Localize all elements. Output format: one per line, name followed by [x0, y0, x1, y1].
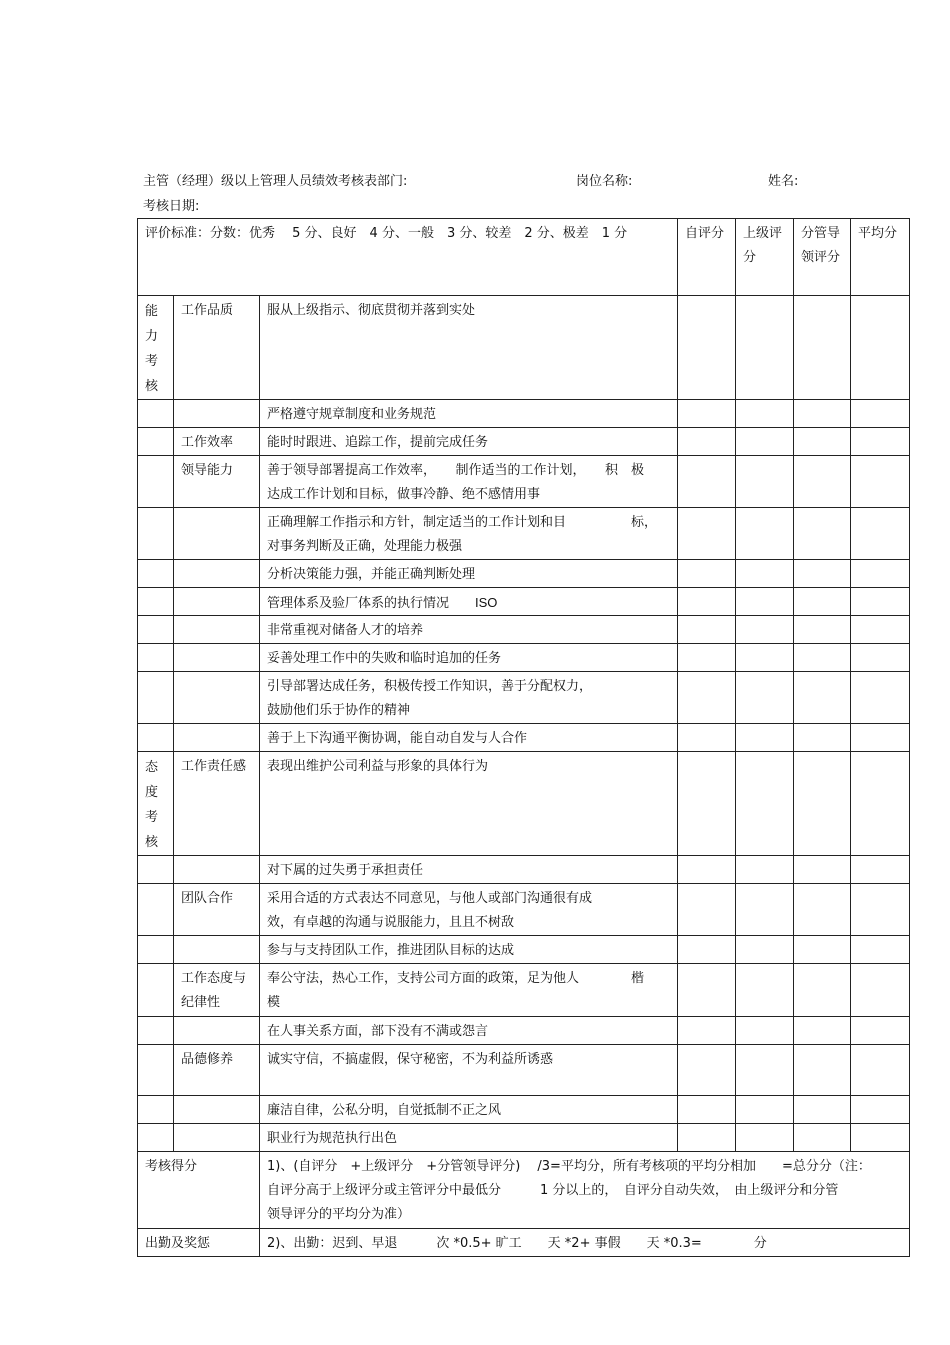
table-row	[138, 752, 910, 856]
average-score-cell[interactable]	[851, 644, 910, 672]
table-row	[138, 644, 910, 672]
average-score-cell[interactable]	[851, 964, 910, 1017]
average-score-cell[interactable]	[851, 672, 910, 724]
self-score-cell[interactable]	[678, 724, 736, 752]
superior-score-cell[interactable]	[736, 1096, 794, 1124]
criterion-text: 参与与支持团队工作，推进团队目标的达成	[260, 936, 678, 964]
criterion-text: 能时时跟进、追踪工作，提前完成任务	[260, 428, 678, 456]
col-average-score: 平均分	[851, 219, 910, 296]
superior-score-cell[interactable]	[736, 884, 794, 936]
table-row	[138, 456, 910, 508]
average-score-cell[interactable]	[851, 724, 910, 752]
manager-score-cell[interactable]	[794, 1017, 851, 1045]
criterion-text: 非常重视对储备人才的培养	[260, 616, 678, 644]
superior-score-cell[interactable]	[736, 1017, 794, 1045]
table-row	[138, 1096, 910, 1124]
date-label: 考核日期:	[143, 199, 200, 214]
average-score-cell[interactable]	[851, 428, 910, 456]
table-row	[138, 428, 910, 456]
self-score-cell[interactable]	[678, 884, 736, 936]
manager-score-cell[interactable]	[794, 296, 851, 400]
self-score-cell[interactable]	[678, 400, 736, 428]
self-score-cell[interactable]	[678, 588, 736, 616]
manager-score-cell[interactable]	[794, 428, 851, 456]
criterion-text: 管理体系及验厂体系的执行情况 ISO	[260, 588, 678, 616]
manager-score-cell[interactable]	[794, 724, 851, 752]
table-row	[138, 1045, 910, 1096]
self-score-cell[interactable]	[678, 964, 736, 1017]
criterion-text: 在人事关系方面，部下没有不满或怨言	[260, 1017, 678, 1045]
manager-score-cell[interactable]	[794, 1045, 851, 1096]
col-self-score: 自评分	[678, 219, 736, 296]
criterion-text: 严格遵守规章制度和业务规范	[260, 400, 678, 428]
superior-score-cell[interactable]	[736, 1124, 794, 1152]
self-score-cell[interactable]	[678, 508, 736, 560]
superior-score-cell[interactable]	[736, 644, 794, 672]
manager-score-cell[interactable]	[794, 508, 851, 560]
score-formula: 1)、(自评分 +上级评分 +分管领导评分) /3=平均分，所有考核项的平均分相加 =总分分（注： 自评分高于上级评分或主管评分中最低分 1 分以上的， 自评分自动失效， 由上级评分和分管 领导评分的平均分为准）	[260, 1152, 910, 1229]
self-score-cell[interactable]	[678, 560, 736, 588]
criterion-text: 采用合适的方式表达不同意见，与他人或部门沟通很有成 效，有卓越的沟通与说服能力，且且不树敌	[260, 884, 678, 936]
manager-score-cell[interactable]	[794, 560, 851, 588]
average-score-cell[interactable]	[851, 752, 910, 856]
name-label: 姓名:	[768, 174, 799, 189]
manager-score-cell[interactable]	[794, 1124, 851, 1152]
superior-score-cell[interactable]	[736, 428, 794, 456]
criterion-text: 妥善处理工作中的失败和临时追加的任务	[260, 644, 678, 672]
criterion-text: 正确理解工作指示和方针，制定适当的工作计划和目 标， 对事务判断及正确，处理能力极强	[260, 508, 678, 560]
manager-score-cell[interactable]	[794, 1096, 851, 1124]
position-label: 岗位名称:	[576, 174, 633, 189]
table-row	[138, 1124, 910, 1152]
average-score-cell[interactable]	[851, 1096, 910, 1124]
header-row	[138, 219, 910, 296]
superior-score-cell[interactable]	[736, 752, 794, 856]
criterion-text: 对下属的过失勇于承担责任	[260, 856, 678, 884]
attendance-row	[138, 1229, 910, 1257]
self-score-cell[interactable]	[678, 936, 736, 964]
table-row	[138, 724, 910, 752]
attendance-label: 出勤及奖惩	[138, 1229, 260, 1257]
self-score-cell[interactable]	[678, 456, 736, 508]
self-score-cell[interactable]	[678, 428, 736, 456]
table-row	[138, 560, 910, 588]
table-row	[138, 616, 910, 644]
manager-score-cell[interactable]	[794, 856, 851, 884]
average-score-cell[interactable]	[851, 400, 910, 428]
superior-score-cell[interactable]	[736, 296, 794, 400]
item-leadership: 领导能力	[174, 456, 260, 508]
criterion-text: 表现出维护公司利益与形象的具体行为	[260, 752, 678, 856]
item-discipline: 工作态度与纪律性	[174, 964, 260, 1017]
manager-score-cell[interactable]	[794, 400, 851, 428]
superior-score-cell[interactable]	[736, 588, 794, 616]
criterion-text: 廉洁自律，公私分明，自觉抵制不正之风	[260, 1096, 678, 1124]
self-score-cell[interactable]	[678, 1124, 736, 1152]
col-manager-score: 分管导领评分	[794, 219, 851, 296]
average-score-cell[interactable]	[851, 1017, 910, 1045]
item-teamwork: 团队合作	[174, 884, 260, 936]
table-row	[138, 400, 910, 428]
criterion-text: 诚实守信，不搞虚假，保守秘密，不为利益所诱惑	[260, 1045, 678, 1096]
manager-score-cell[interactable]	[794, 672, 851, 724]
average-score-cell[interactable]	[851, 616, 910, 644]
self-score-cell[interactable]	[678, 856, 736, 884]
average-score-cell[interactable]	[851, 1045, 910, 1096]
table-row	[138, 1017, 910, 1045]
self-score-cell[interactable]	[678, 752, 736, 856]
superior-score-cell[interactable]	[736, 400, 794, 428]
superior-score-cell[interactable]	[736, 724, 794, 752]
manager-score-cell[interactable]	[794, 884, 851, 936]
evaluation-table	[137, 218, 910, 1257]
average-score-cell[interactable]	[851, 456, 910, 508]
superior-score-cell[interactable]	[736, 964, 794, 1017]
item-morality: 品德修养	[174, 1045, 260, 1096]
table-row	[138, 588, 910, 616]
self-score-cell[interactable]	[678, 1017, 736, 1045]
score-row	[138, 1152, 910, 1229]
manager-score-cell[interactable]	[794, 936, 851, 964]
self-score-cell[interactable]	[678, 672, 736, 724]
col-superior-score: 上级评分	[736, 219, 794, 296]
manager-score-cell[interactable]	[794, 644, 851, 672]
criterion-text: 职业行为规范执行出色	[260, 1124, 678, 1152]
superior-score-cell[interactable]	[736, 936, 794, 964]
table-row	[138, 884, 910, 936]
criterion-text: 引导部署达成任务，积极传授工作知识，善于分配权力， 鼓励他们乐于协作的精神	[260, 672, 678, 724]
superior-score-cell[interactable]	[736, 856, 794, 884]
average-score-cell[interactable]	[851, 296, 910, 400]
self-score-cell[interactable]	[678, 296, 736, 400]
average-score-cell[interactable]	[851, 588, 910, 616]
superior-score-cell[interactable]	[736, 1045, 794, 1096]
self-score-cell[interactable]	[678, 1045, 736, 1096]
category-attitude: 态度考核	[138, 752, 174, 856]
item-efficiency: 工作效率	[174, 428, 260, 456]
score-label: 考核得分	[138, 1152, 260, 1229]
form-title: 主管（经理）级以上管理人员绩效考核表部门:	[143, 174, 408, 189]
superior-score-cell[interactable]	[736, 508, 794, 560]
manager-score-cell[interactable]	[794, 616, 851, 644]
table-row	[138, 964, 910, 1017]
superior-score-cell[interactable]	[736, 616, 794, 644]
category-ability: 能力考核	[138, 296, 174, 400]
average-score-cell[interactable]	[851, 508, 910, 560]
manager-score-cell[interactable]	[794, 964, 851, 1017]
criteria-cell: 评价标准：分数：优秀 5 分、良好 4 分、一般 3 分、较差 2 分、极差 1 分	[138, 219, 678, 296]
superior-score-cell[interactable]	[736, 456, 794, 508]
average-score-cell[interactable]	[851, 1124, 910, 1152]
criterion-text: 奉公守法，热心工作，支持公司方面的政策，足为他人 楷 模	[260, 964, 678, 1017]
criterion-text: 分析决策能力强，并能正确判断处理	[260, 560, 678, 588]
average-score-cell[interactable]	[851, 884, 910, 936]
manager-score-cell[interactable]	[794, 456, 851, 508]
manager-score-cell[interactable]	[794, 752, 851, 856]
self-score-cell[interactable]	[678, 644, 736, 672]
table-row	[138, 856, 910, 884]
attendance-formula: 2)、出勤：迟到、早退 次 *0.5+ 旷工 天 *2+ 事假 天 *0.3= 分	[260, 1229, 910, 1257]
average-score-cell[interactable]	[851, 936, 910, 964]
superior-score-cell[interactable]	[736, 560, 794, 588]
manager-score-cell[interactable]	[794, 588, 851, 616]
criterion-text: 服从上级指示、彻底贯彻并落到实处	[260, 296, 678, 400]
item-quality: 工作品质	[174, 296, 260, 400]
self-score-cell[interactable]	[678, 1096, 736, 1124]
table-row	[138, 296, 910, 400]
self-score-cell[interactable]	[678, 616, 736, 644]
item-responsibility: 工作责任感	[174, 752, 260, 856]
criterion-text: 善于上下沟通平衡协调，能自动自发与人合作	[260, 724, 678, 752]
superior-score-cell[interactable]	[736, 672, 794, 724]
table-row	[138, 672, 910, 724]
criterion-text: 善于领导部署提高工作效率， 制作适当的工作计划， 积 极 达成工作计划和目标，做事冷静、绝不感情用事	[260, 456, 678, 508]
table-row	[138, 508, 910, 560]
form-header	[143, 170, 843, 190]
table-row	[138, 936, 910, 964]
average-score-cell[interactable]	[851, 560, 910, 588]
average-score-cell[interactable]	[851, 856, 910, 884]
